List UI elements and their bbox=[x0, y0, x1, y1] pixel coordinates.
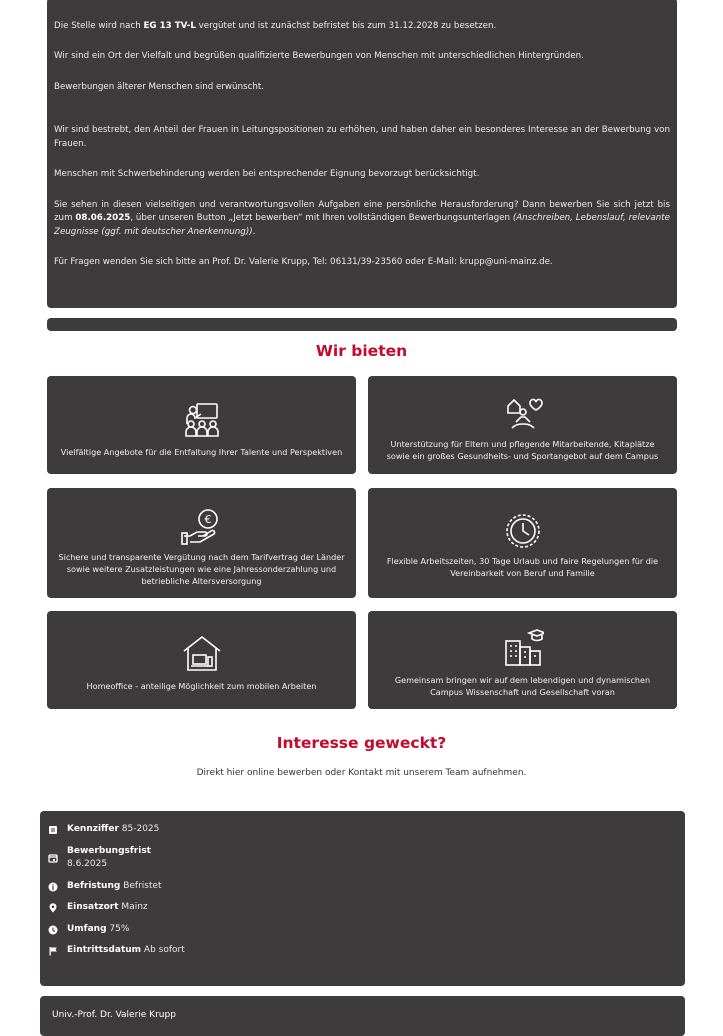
detail-eintrittsdatum: Eintrittsdatum Ab sofort bbox=[48, 945, 185, 956]
clock-small-icon bbox=[48, 925, 58, 935]
info-women: Wir sind bestrebt, den Anteil der Frauen in Leitungspositionen zu erhöhen, und haben daher ein besonderes Interesse an der Bewerbung von Frauen. bbox=[54, 125, 670, 149]
interest-subtitle: Direkt hier online bewerben oder Kontakt mit unserem Team aufnehmen. bbox=[196, 768, 527, 778]
salary-hand-icon bbox=[181, 506, 223, 548]
detail-befristung: Befristung Befristet bbox=[48, 881, 162, 892]
info-disability: Menschen mit Schwerbehinderung werden bei entsprechender Eignung bevorzugt berücksichtigt. bbox=[54, 169, 480, 180]
homeoffice-icon bbox=[181, 633, 223, 675]
contact-name: Univ.-Prof. Dr. Valerie Krupp bbox=[52, 1010, 176, 1020]
interest-title: Interesse geweckt? bbox=[276, 734, 447, 752]
document-icon bbox=[48, 825, 58, 835]
job-info-panel bbox=[47, 0, 677, 308]
info-salary: Die Stelle wird nach EG 13 TV-L vergütet und ist zunächst befristet bis zum 31.12.2028 zu besetzen. bbox=[54, 21, 497, 31]
detail-kennziffer: Kennziffer 85-2025 bbox=[48, 824, 159, 835]
contact-panel bbox=[40, 996, 685, 1036]
info-icon bbox=[48, 882, 58, 892]
offer-card-talents bbox=[47, 376, 356, 474]
offer-card-text: Sichere und transparente Vergütung nach dem Tarifvertrag der Länder sowie weitere Zusatzleistungen wie eine Jahressonderzahlung und betriebliche Altersversorgung bbox=[58, 552, 345, 587]
job-details-panel bbox=[40, 811, 685, 986]
location-pin-icon bbox=[48, 903, 58, 913]
calendar-icon bbox=[48, 853, 58, 863]
offer-card-family bbox=[368, 376, 677, 474]
offer-card-text: Vielfältige Angebote für die Entfaltung Ihrer Talente und Perspektiven bbox=[60, 447, 343, 457]
campus-icon bbox=[502, 627, 544, 669]
collapsed-bar bbox=[47, 318, 677, 331]
offer-card-salary bbox=[47, 488, 356, 598]
presentation-icon bbox=[181, 400, 223, 442]
offer-card-text: Gemeinsam bringen wir auf dem lebendigen und dynamischen Campus Wissenschaft und Gesellschaft voran bbox=[394, 675, 651, 698]
detail-umfang: Umfang 75% bbox=[48, 924, 129, 935]
detail-bewerbungsfrist: Bewerbungsfrist 8.6.2025 bbox=[48, 846, 151, 869]
offer-card-campus bbox=[368, 611, 677, 709]
info-older: Bewerbungen älterer Menschen sind erwünscht. bbox=[54, 81, 265, 92]
offer-title: Wir bieten bbox=[315, 342, 408, 360]
info-apply: Sie sehen in diesen vielseitigen und verantwortungsvollen Aufgaben eine persönliche Herausforderung? Dann bewerben Sie sich jetzt bis zum 08.06.2025, über unseren Button „Jetzt bewerben“ mit Ihren vollständigen Bewerbungsunterlagen (Anschreiben, Lebenslauf, relevante Zeugnisse (ggf. mit deutscher Anerkennung)). bbox=[54, 199, 670, 237]
svg-text:€: € bbox=[204, 513, 211, 526]
offer-card-text: Homeoffice - anteilige Möglichkeit zum mobilen Arbeiten bbox=[86, 681, 317, 691]
flag-icon bbox=[48, 946, 58, 956]
detail-einsatzort: Einsatzort Mainz bbox=[48, 902, 148, 913]
info-contact: Für Fragen wenden Sie sich bitte an Prof. Dr. Valerie Krupp, Tel: 06131/39-23560 oder E-Mail: krupp@uni-mainz.de. bbox=[54, 257, 553, 268]
offer-card-text: Unterstützung für Eltern und pflegende Mitarbeitende, Kitaplätze sowie ein großes Gesundheits- und Sportangebot auf dem Campus bbox=[386, 439, 659, 462]
offer-card-text: Flexible Arbeitszeiten, 30 Tage Urlaub und faire Regelungen für die Vereinbarkeit von Beruf und Familie bbox=[386, 556, 659, 579]
info-diversity: Wir sind ein Ort der Vielfalt und begrüßen qualifizierte Bewerbungen von Menschen mit unterschiedlichen Hintergründen. bbox=[54, 51, 584, 62]
clock-icon bbox=[502, 510, 544, 552]
wellbeing-icon bbox=[502, 394, 544, 436]
offer-card-homeoffice bbox=[47, 611, 356, 709]
offer-card-worktime bbox=[368, 488, 677, 598]
